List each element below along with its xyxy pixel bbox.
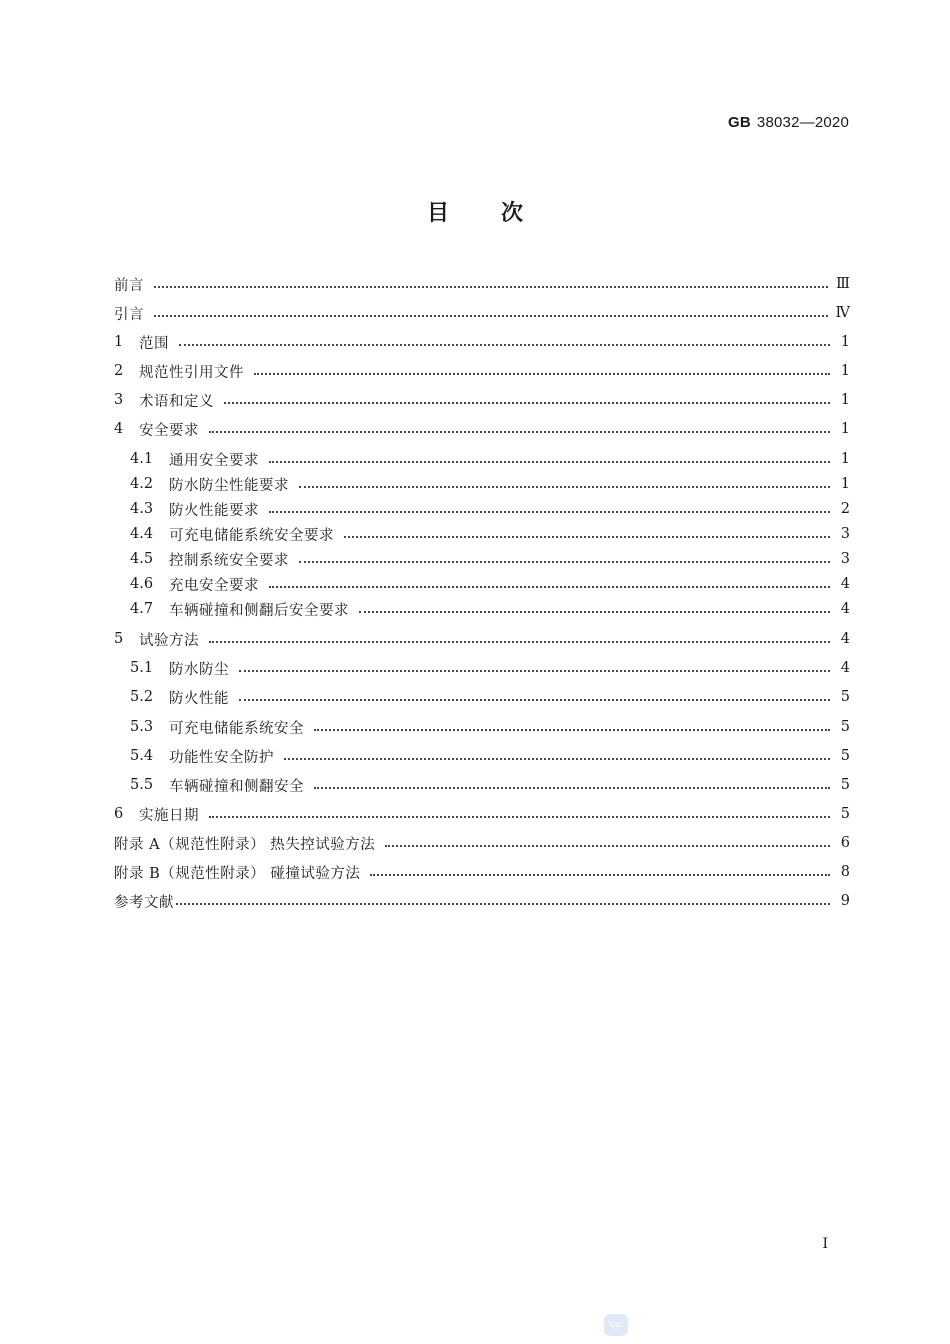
toc-entry-number: 6 <box>114 806 124 822</box>
toc-entry-page: 4 <box>840 601 850 617</box>
toc-entry-page: 5 <box>840 806 850 822</box>
toc-entry-5-5[interactable] <box>130 771 850 799</box>
toc-entry-label: 附录 A（规范性附录） 热失控试验方法 <box>114 836 376 853</box>
page-number: Ⅰ <box>822 1236 828 1252</box>
leader-dots <box>269 509 830 513</box>
leader-dots <box>299 484 830 488</box>
toc-entry-1[interactable] <box>114 328 850 356</box>
toc-entry-foreword[interactable] <box>114 270 850 298</box>
toc-entry-number: 4.5 <box>130 551 154 567</box>
leader-dots <box>209 429 830 433</box>
leader-dots <box>154 313 828 317</box>
toc-entry-number: 5 <box>114 631 124 647</box>
toc-entry-label: 可充电储能系统安全要求 <box>169 527 334 544</box>
toc-entry-5-2[interactable] <box>130 683 850 711</box>
toc-entry-label: 术语和定义 <box>139 393 214 410</box>
leader-dots <box>224 400 830 404</box>
toc-entry-4[interactable] <box>114 415 850 443</box>
title-char-2: 次 <box>501 201 524 226</box>
toc-entry-page: 1 <box>840 392 850 408</box>
toc-entry-number: 5.2 <box>130 689 154 705</box>
toc-entry-page: 1 <box>840 421 850 437</box>
toc-entry-number: 4.7 <box>130 601 154 617</box>
standard-code: 38032—2020 <box>756 114 849 131</box>
toc-entry-page: 1 <box>840 451 850 467</box>
toc-entry-number: 5.5 <box>130 777 154 793</box>
toc-entry-number: 5.3 <box>130 719 154 735</box>
toc-entry-page: 3 <box>840 526 850 542</box>
toc-entry-label: 安全要求 <box>139 422 199 439</box>
toc-entry-4-6[interactable] <box>130 570 850 598</box>
leader-dots <box>370 872 830 876</box>
toc-entry-5[interactable] <box>114 625 850 653</box>
toc-entry-page: 9 <box>840 893 850 909</box>
toc-entry-introduction[interactable] <box>114 299 850 327</box>
toc-entry-page: 5 <box>840 719 850 735</box>
toc-entry-page: 8 <box>840 864 850 880</box>
toc-entry-page: 6 <box>840 835 850 851</box>
toc-entry-label: 通用安全要求 <box>169 452 259 469</box>
toc-entry-label: 前言 <box>114 277 144 294</box>
leader-dots <box>254 371 830 375</box>
leader-dots <box>284 756 830 760</box>
toc-entry-label: 车辆碰撞和侧翻安全 <box>169 778 304 795</box>
toc-entry-page: Ⅲ <box>836 276 850 292</box>
toc-entry-page: 2 <box>840 501 850 517</box>
toc-entry-annex-b[interactable] <box>114 858 850 886</box>
toc-entry-number: 4.3 <box>130 501 154 517</box>
toc-entry-page: 4 <box>840 576 850 592</box>
toc-entry-label: 试验方法 <box>139 632 199 649</box>
leader-dots <box>385 843 830 847</box>
toc-entry-label: 范围 <box>139 335 169 352</box>
toc-entry-4-5[interactable] <box>130 545 850 573</box>
toc-entry-number: 4.4 <box>130 526 154 542</box>
toc-entry-label: 参考文献 <box>114 894 174 911</box>
standard-prefix: GB <box>728 114 751 131</box>
toc-entry-label: 充电安全要求 <box>169 577 259 594</box>
toc-entry-5-1[interactable] <box>130 654 850 682</box>
toc-entry-number: 5.1 <box>130 660 154 676</box>
toc-entry-5-3[interactable] <box>130 713 850 741</box>
toc-entry-4-1[interactable] <box>130 445 850 473</box>
toc-entry-page: 5 <box>840 777 850 793</box>
toc-entry-label: 附录 B（规范性附录） 碰撞试验方法 <box>114 865 361 882</box>
toc-entry-page: 5 <box>840 689 850 705</box>
toc-entry-label: 规范性引用文件 <box>139 364 244 381</box>
leader-dots <box>154 284 828 288</box>
leader-dots <box>209 814 830 818</box>
toc-entry-annex-a[interactable] <box>114 829 850 857</box>
toc-entry-4-7[interactable] <box>130 595 850 623</box>
standard-number <box>728 114 849 131</box>
toc-entry-number: 5.4 <box>130 748 154 764</box>
leader-dots <box>239 668 830 672</box>
toc-entry-number: 1 <box>114 334 124 350</box>
toc-entry-label: 防火性能要求 <box>169 502 259 519</box>
watermark-logo: SAC <box>604 1314 628 1336</box>
toc-entry-number: 4 <box>114 421 124 437</box>
toc-entry-4-3[interactable] <box>130 495 850 523</box>
toc-entry-number: 4.1 <box>130 451 154 467</box>
toc-entry-page: 1 <box>840 334 850 350</box>
toc-entry-bibliography[interactable] <box>114 887 850 915</box>
toc-entry-label: 功能性安全防护 <box>169 749 274 766</box>
leader-dots <box>269 459 830 463</box>
toc-entry-page: 5 <box>840 748 850 764</box>
toc-entry-label: 防火性能 <box>169 690 229 707</box>
toc-entry-2[interactable] <box>114 357 850 385</box>
toc-entry-label: 可充电储能系统安全 <box>169 720 304 737</box>
toc-entry-4-4[interactable] <box>130 520 850 548</box>
leader-dots <box>314 727 830 731</box>
toc-entry-label: 车辆碰撞和侧翻后安全要求 <box>169 602 349 619</box>
leader-dots <box>269 584 830 588</box>
leader-dots <box>299 559 830 563</box>
toc-entry-4-2[interactable] <box>130 470 850 498</box>
leader-dots <box>359 609 830 613</box>
leader-dots <box>209 639 830 643</box>
toc-entry-label: 控制系统安全要求 <box>169 552 289 569</box>
toc-entry-page: 4 <box>840 660 850 676</box>
toc-entry-label: 防水防尘性能要求 <box>169 477 289 494</box>
toc-entry-number: 2 <box>114 363 124 379</box>
toc-entry-number: 4.6 <box>130 576 154 592</box>
page-title <box>0 196 950 227</box>
toc-entry-page: 1 <box>840 363 850 379</box>
toc-entry-page: 3 <box>840 551 850 567</box>
leader-dots <box>344 534 830 538</box>
toc-entry-number: 4.2 <box>130 476 154 492</box>
toc-entry-label: 实施日期 <box>139 807 199 824</box>
leader-dots <box>314 785 830 789</box>
leader-dots <box>239 697 830 701</box>
toc-entry-label: 引言 <box>114 306 144 323</box>
toc-entry-page: Ⅳ <box>835 305 850 321</box>
toc-entry-number: 3 <box>114 392 124 408</box>
toc-entry-label: 防水防尘 <box>169 661 229 678</box>
toc-entry-3[interactable] <box>114 386 850 414</box>
leader-dots <box>179 342 830 346</box>
toc-entry-5-4[interactable] <box>130 742 850 770</box>
toc-entry-6[interactable] <box>114 800 850 828</box>
toc-entry-page: 1 <box>840 476 850 492</box>
toc-entry-page: 4 <box>840 631 850 647</box>
title-char-1: 目 <box>426 201 449 226</box>
leader-dots <box>176 901 830 905</box>
